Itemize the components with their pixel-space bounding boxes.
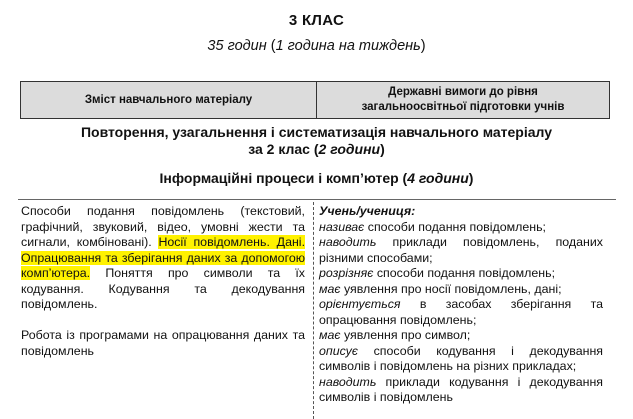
subsection-suffix: ): [468, 170, 474, 186]
header-col-content: Зміст навчального матеріалу: [21, 82, 317, 119]
requirement-verb: має: [319, 328, 341, 342]
requirement-item: [319, 266, 603, 282]
section-hours: 2 години: [318, 141, 381, 157]
content-p1-highlight: Носії повідомлень. Дані. Опрацювання та зберігання даних за допомогою комп’ютера.: [21, 235, 306, 280]
content-paragraph-1: [21, 204, 305, 313]
hours-line: [0, 38, 633, 54]
requirement-verb: наводить: [319, 235, 377, 249]
section-title-line1: Повторення, узагальнення і систематизація навчального матеріалу: [80, 124, 553, 140]
header-col-requirements-line2: загальноосвітньої підготовки учнів: [361, 101, 565, 113]
subsection-hours: 4 години: [407, 170, 469, 186]
requirement-verb: має: [319, 281, 341, 296]
curriculum-header-table: [20, 81, 610, 119]
requirement-text: в засобах зберігання та опрацювання повідомлень;: [319, 297, 603, 327]
hours-paren-close: ): [420, 38, 426, 54]
requirement-item: [319, 344, 603, 375]
content-column: [21, 204, 305, 359]
requirement-text: способи кодування і декодування символів і повідомлень на різних прикладах;: [319, 343, 603, 373]
requirement-text: способи подання повідомлень;: [364, 219, 546, 234]
header-col-requirements: [317, 82, 610, 119]
requirement-verb: називає: [319, 219, 365, 234]
requirement-item: [319, 282, 603, 298]
section-title: [0, 124, 633, 158]
requirement-text: уявлення про носії повідомлень, дані;: [340, 281, 562, 296]
requirements-column: [319, 204, 603, 406]
hours-main: 35 годин: [207, 38, 267, 54]
section-line2-suffix: ): [380, 141, 385, 157]
content-top-rule: [18, 199, 616, 200]
content-paragraph-2: Робота із програмами на опрацювання даних та повідомлень: [21, 328, 305, 358]
section-title-line2: [0, 141, 633, 158]
requirement-item: [319, 375, 603, 406]
requirement-text: приклади кодування і декодування символів і повідомлень: [319, 374, 603, 404]
content-p1-plain: Способи подання повідомлень (текстовий, графічний, звуковий, відео, умовні жести та сигнали, комбіновані).: [21, 204, 305, 249]
requirement-verb: орієнтується: [319, 297, 401, 311]
content-p1-tail: Поняття про символи та їх кодування. Кодування та декодування повідомлень.: [21, 266, 305, 311]
subsection-title: [0, 170, 633, 186]
requirement-verb: розрізняє: [319, 266, 374, 280]
requirement-text: приклади повідомлень, поданих різними способами;: [319, 235, 603, 265]
requirement-verb: описує: [319, 343, 358, 358]
requirement-item: [319, 297, 603, 328]
column-divider: [313, 202, 314, 419]
requirement-verb: наводить: [319, 374, 377, 389]
hours-detail: 1 година на тиждень: [275, 38, 421, 54]
requirement-item: [319, 235, 603, 266]
header-col-requirements-line1: Державні вимоги до рівня: [388, 86, 538, 98]
requirement-text: уявлення про символ;: [340, 328, 471, 342]
requirement-item: [319, 220, 603, 236]
subsection-prefix: Інформаційні процеси і комп’ютер (: [159, 170, 408, 186]
section-line2-prefix: за 2 клас (: [248, 141, 319, 157]
requirement-text: способи подання повідомлень;: [373, 266, 556, 280]
grade-title: 3 КЛАС: [288, 12, 345, 29]
hours-paren-open: (: [266, 38, 276, 54]
requirements-label: Учень/учениця:: [319, 204, 416, 218]
requirement-item: [319, 328, 603, 344]
